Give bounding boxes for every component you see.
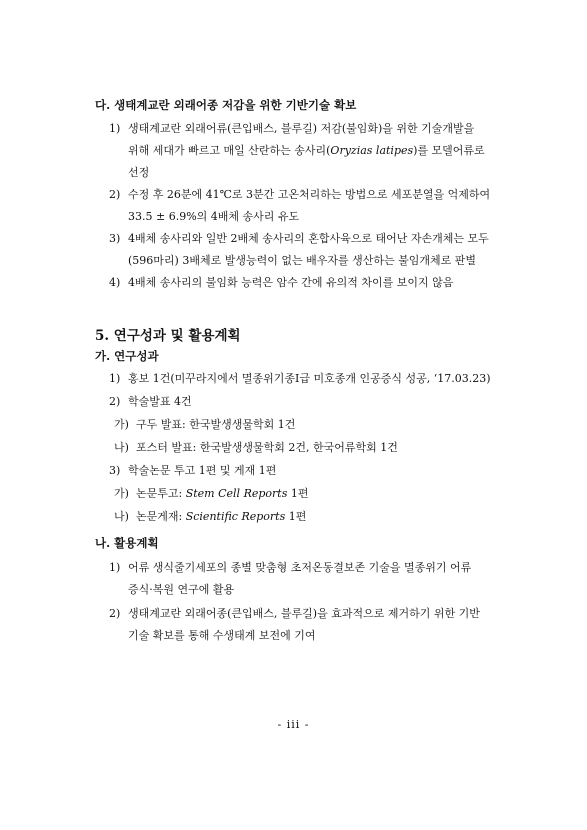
page-number: - iii -: [277, 718, 310, 731]
section-da-item-4: [109, 272, 453, 294]
section-da-item-3: [109, 228, 489, 250]
ga-item-2: [109, 391, 192, 413]
item-text: 논문게재: Scientific Reports 1편: [136, 510, 307, 523]
item-text: 구두 발표: 한국발생생물학회 1건: [136, 418, 296, 431]
item-number: 나): [114, 441, 129, 454]
item-text: 생태계교란 외래어종(큰입배스, 블루길)을 효과적으로 제거하기 위한 기반: [128, 607, 480, 620]
ga-item-2b: [114, 437, 398, 459]
ga-item-3: [109, 460, 276, 482]
ga-item-1: [109, 368, 491, 390]
item-text: 홍보 1건(미꾸라지에서 멸종위기종Ⅰ급 미호종개 인공증식 성공, ‘17.03.23): [128, 372, 491, 385]
item-number: 4): [109, 276, 121, 289]
na-item-1-line-2: 증식·복원 연구에 활용: [128, 583, 235, 596]
section-da-item-2-line-2: 33.5 ± 6.9%의 4배체 송사리 유도: [128, 210, 300, 223]
item-text: 수정 후 26분에 41℃로 3분간 고온처리하는 방법으로 세포분열을 억제하여: [128, 188, 491, 201]
item-number: 가): [114, 487, 129, 500]
na-item-1: [109, 557, 471, 579]
item-text: 논문투고: Stem Cell Reports 1편: [136, 487, 309, 500]
section-da-item-1-line-2: 위해 세대가 빠르고 매일 산란하는 송사리(Oryzias latipes)를 모델어류로: [128, 144, 485, 157]
item-number: 가): [114, 418, 129, 431]
journal-name: Scientific Reports: [185, 510, 286, 523]
item-number: 나): [114, 510, 129, 523]
section-da-item-1-line-3: 선정: [128, 166, 150, 179]
item-text: 학술논문 투고 1편 및 게재 1편: [128, 464, 277, 477]
item-text: 포스터 발표: 한국발생생물학회 2건, 한국어류학회 1건: [136, 441, 398, 454]
subsection-na-heading: 나. 활용계획: [95, 536, 159, 550]
item-text: 4배체 송사리의 불임화 능력은 암수 간에 유의적 차이를 보이지 않음: [128, 276, 454, 289]
item-number: 2): [109, 607, 121, 620]
item-number: 1): [109, 122, 121, 135]
ga-item-3a: [114, 483, 308, 505]
item-text: 학술발표 4건: [128, 395, 192, 408]
section-da-item-2: [109, 184, 490, 206]
journal-name: Stem Cell Reports: [185, 487, 288, 500]
na-item-2: [109, 603, 480, 625]
subsection-ga-heading: 가. 연구성과: [95, 349, 159, 363]
item-text: 어류 생식줄기세포의 종별 맞춤형 초저온동결보존 기술을 멸종위기 어류: [128, 561, 472, 574]
item-text: 생태계교란 외래어류(큰입배스, 블루길) 저감(불임화)을 위한 기술개발을: [128, 122, 475, 135]
section-5-heading: 5. 연구성과 및 활용계획: [95, 328, 241, 344]
na-item-2-line-2: 기술 확보를 통해 수생태계 보전에 기여: [128, 629, 316, 642]
item-number: 3): [109, 232, 121, 245]
section-da-item-1: [109, 118, 474, 140]
ga-item-3b: [114, 506, 306, 528]
section-da-heading: 다. 생태계교란 외래어종 저감을 위한 기반기술 확보: [95, 98, 357, 112]
item-text: 4배체 송사리와 일반 2배체 송사리의 혼합사육으로 태어난 자손개체는 모두: [128, 232, 489, 245]
item-number: 1): [109, 372, 121, 385]
item-number: 3): [109, 464, 121, 477]
section-da-item-3-line-2: (596마리) 3배체로 발생능력이 없는 배우자를 생산하는 불임개체로 판별: [128, 254, 476, 267]
item-number: 2): [109, 188, 121, 201]
item-number: 1): [109, 561, 121, 574]
ga-item-2a: [114, 414, 295, 436]
item-number: 2): [109, 395, 121, 408]
species-name: Oryzias latipes: [330, 144, 414, 157]
